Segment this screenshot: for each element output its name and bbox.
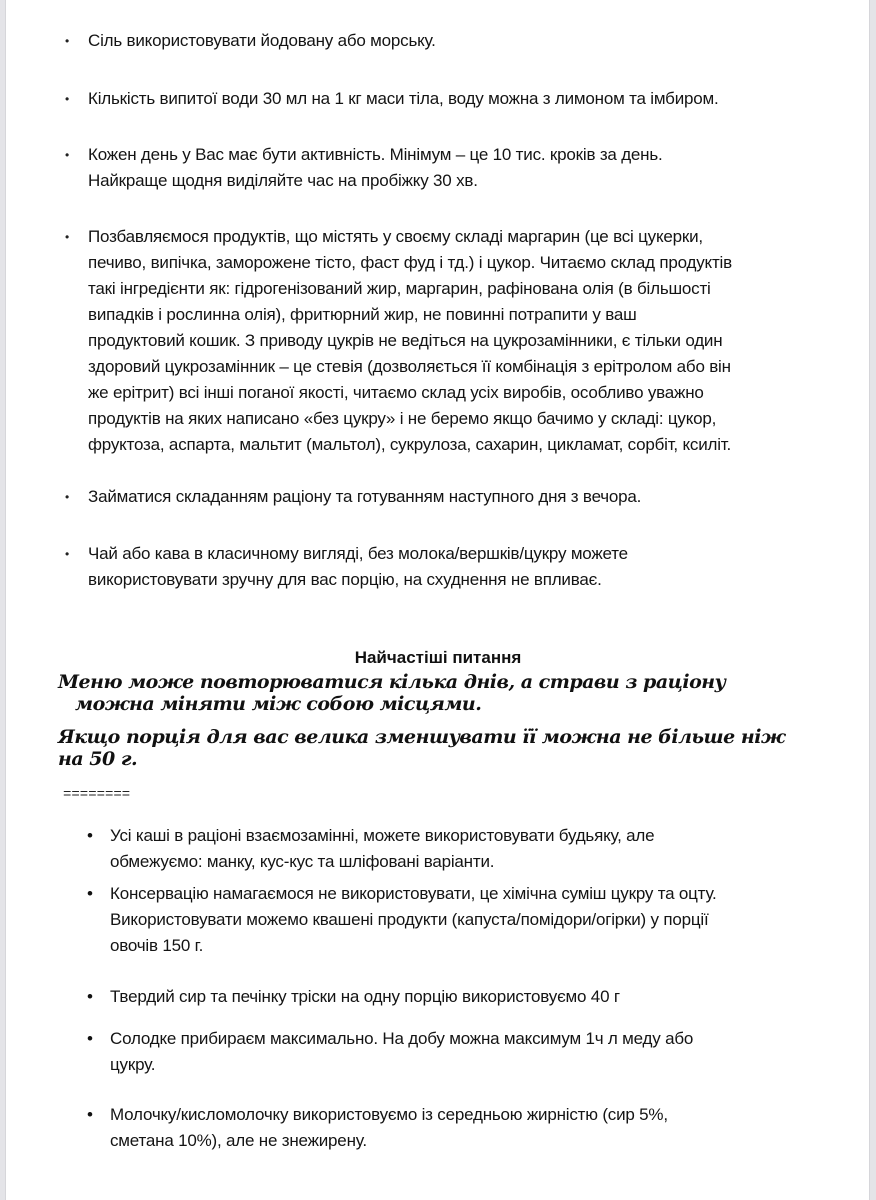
list-item-line: печиво, випічка, заморожене тісто, фаст фуд і тд.) і цукор. Читаємо склад продуктів — [88, 253, 732, 272]
bullet-icon: • — [87, 826, 93, 845]
list-item-line: же ерітрит) всі інші поганої якості, читаємо склад усіх виробів, особливо уважно — [88, 383, 704, 402]
bullet-icon: • — [87, 884, 93, 903]
bullet-icon: • — [65, 547, 70, 561]
list-item — [87, 984, 830, 1010]
list-item-line: сметана 10%), але не знежирену. — [110, 1131, 367, 1150]
list-item — [65, 28, 828, 54]
list-item-line: використовувати зручну для вас порцію, на схуднення не впливає. — [88, 570, 602, 589]
list-item-line: Консервацію намагаємося не використовувати, це хімічна суміш цукру та оцту. — [110, 884, 717, 903]
portion-note-line: Якщо порція для вас велика зменшувати її можна не більше ніж — [58, 726, 786, 748]
document-page — [7, 0, 869, 1200]
list-item-line: продуктовий кошик. З приводу цукрів не ведіться на цукрозамінники, є тільки один — [88, 331, 723, 350]
list-item-line: Кожен день у Вас має бути активність. Мінімум – це 10 тис. кроків за день. — [88, 145, 663, 164]
list-item — [87, 1026, 830, 1078]
portion-note-line: на 50 г. — [58, 748, 138, 770]
list-item-line: Усі каші в раціоні взаємозамінні, можете використовувати будьяку, але — [110, 826, 655, 845]
faq-heading: Найчастіші питання — [354, 648, 522, 667]
list-item-line: здоровий цукрозамінник – це стевія (дозволяється її комбінація з ерітролом або він — [88, 357, 731, 376]
list-item — [65, 224, 828, 458]
list-item-line: Сіль використовувати йодовану або морську. — [88, 31, 436, 50]
list-item-line: продуктів на яких написано «без цукру» і не беремо якщо бачимо у складі: цукор, — [88, 409, 717, 428]
list-item-line: Позбавляємося продуктів, що містять у своєму складі маргарин (це всі цукерки, — [88, 227, 703, 246]
list-item-line: Використовувати можемо квашені продукти (капуста/помідори/огірки) у порції — [110, 910, 709, 929]
list-item-line: овочів 150 г. — [110, 936, 204, 955]
list-item-line: Солодке прибираєм максимально. На добу можна максимум 1ч л меду або — [110, 1029, 694, 1048]
list-item-line: фруктоза, аспарта, мальтит (мальтол), сукрулоза, сахарин, цикламат, сорбіт, ксиліт. — [88, 435, 732, 454]
list-item-line: випадків і рослинна олія), фритюрний жир, не повинні потрапити у ваш — [88, 305, 637, 324]
bullet-icon: • — [65, 490, 70, 504]
bullet-icon: • — [87, 1029, 93, 1048]
menu-note-line: можна міняти між собою місцями. — [75, 693, 482, 715]
list-item — [65, 541, 828, 593]
list-item — [87, 1102, 830, 1154]
list-item-line: Займатися складанням раціону та готуванням наступного дня з вечора. — [88, 487, 642, 506]
list-item-line: Чай або кава в класичному вигляді, без молока/вершків/цукру можете — [88, 544, 628, 563]
bullet-icon: • — [65, 92, 70, 106]
list-item — [65, 484, 828, 510]
list-item — [87, 823, 830, 875]
bullet-icon: • — [87, 987, 93, 1006]
bullet-icon: • — [65, 148, 70, 162]
list-item — [65, 142, 828, 194]
menu-note-line: Меню може повторюватися кілька днів, а страви з раціону — [58, 671, 726, 693]
bullet-icon: • — [65, 34, 70, 48]
page-edge-right — [869, 0, 876, 1200]
page-edge-left — [0, 0, 6, 1200]
separator: ======== — [63, 787, 131, 803]
list-item-line: Кількість випитої води 30 мл на 1 кг маси тіла, воду можна з лимоном та імбиром. — [88, 89, 719, 108]
list-item-line: обмежуємо: манку, кус-кус та шліфовані варіанти. — [110, 852, 495, 871]
menu-note — [58, 671, 828, 715]
list-item-line: Твердий сир та печінку тріски на одну порцію використовуємо 40 г — [110, 987, 620, 1006]
list-item-line: цукру. — [110, 1055, 156, 1074]
list-item — [87, 881, 830, 959]
list-item — [65, 86, 828, 112]
list-item-line: Молочку/кисломолочку використовуємо із середньою жирністю (сир 5%, — [110, 1105, 668, 1124]
list-item-line: Найкраще щодня виділяйте час на пробіжку 30 хв. — [88, 171, 478, 190]
bullet-icon: • — [87, 1105, 93, 1124]
portion-note — [58, 726, 828, 770]
bullet-icon: • — [65, 230, 70, 244]
list-item-line: такі інгредієнти як: гідрогенізований жир, маргарин, рафінована олія (в більшості — [88, 279, 711, 298]
